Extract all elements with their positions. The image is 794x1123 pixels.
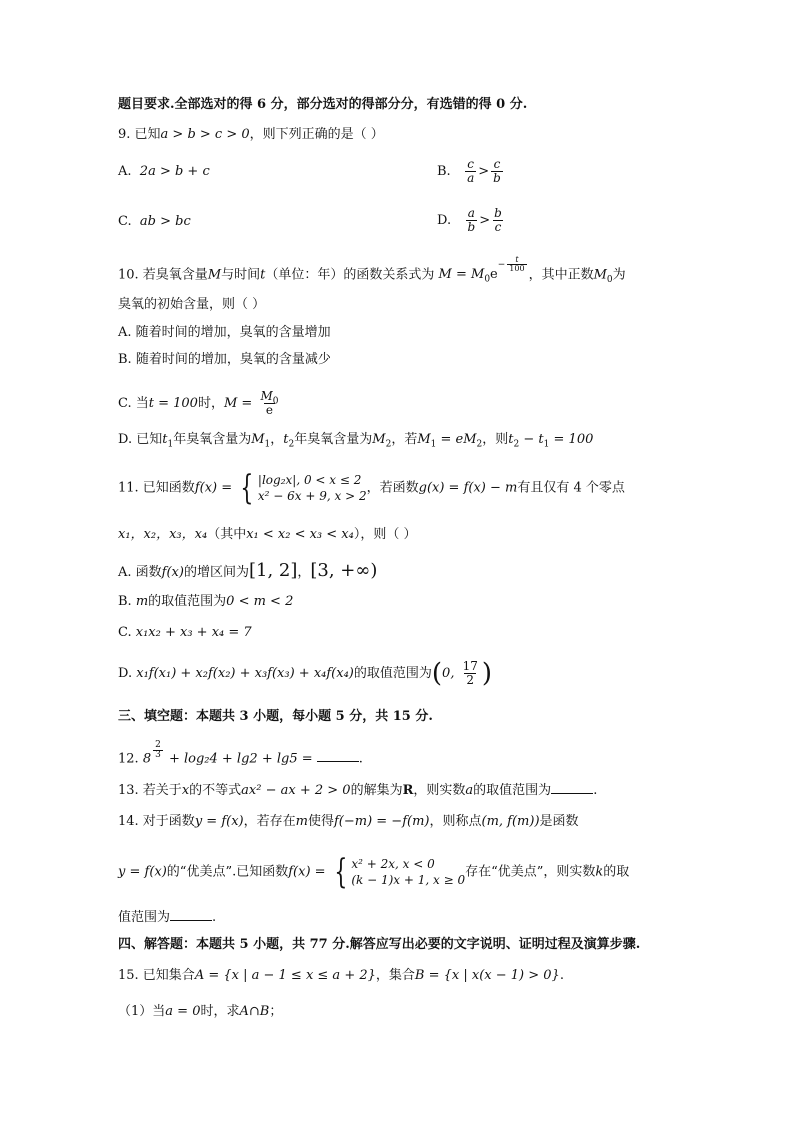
formula-part: M = M	[438, 267, 485, 283]
math: A∩B	[239, 1004, 270, 1019]
math: − t	[519, 432, 544, 447]
numerator: M	[260, 389, 273, 403]
question-12: 12. 8 $^{\frac{2}{3}}$ + log₂4 + lg2 + lg5 = .	[118, 740, 363, 767]
question-15-stem	[118, 968, 564, 984]
text: ，若函数	[366, 480, 419, 496]
text: ，	[270, 432, 284, 447]
text: 的取值范围为	[353, 666, 432, 681]
q11-stem-line2	[118, 527, 417, 543]
text: 为	[612, 267, 626, 283]
subscript: 0	[606, 274, 613, 285]
text: 的取值范围为	[473, 783, 552, 798]
q9-prefix: 9. 已知	[118, 127, 161, 142]
answer-blank[interactable]	[317, 749, 359, 762]
text: ，集合	[375, 968, 415, 983]
text: （1）当	[118, 1004, 166, 1019]
q11-option-a	[118, 560, 378, 581]
math: B = {x | x(x − 1) > 0}	[414, 968, 560, 983]
text: D.	[118, 666, 137, 681]
text: 年臭氧含量为	[173, 432, 252, 447]
math: t = 100	[148, 396, 198, 411]
section-instructions: 题目要求.全部选对的得 6 分，部分选对的得部分分，有选错的得 0 分.	[118, 97, 528, 112]
question-10-stem	[118, 255, 626, 285]
answer-blank[interactable]	[170, 908, 212, 921]
numerator: 2	[155, 740, 161, 750]
math: g(x) = f(x) − m	[418, 480, 518, 496]
text: 有且仅有 4 个零点	[517, 480, 625, 496]
q10-option-c	[118, 390, 282, 417]
text: ，则实数	[413, 783, 466, 798]
text: ，	[297, 565, 311, 580]
question-13: 13. 若关于x的不等式ax² − ax + 2 > 0的解集为R，则实数a的取值范围为 .	[118, 783, 598, 798]
math: + log₂4 + lg2 + lg5 =	[164, 751, 313, 767]
denominator: a	[467, 171, 475, 185]
text: A. 函数	[118, 565, 162, 580]
text: 12.	[118, 751, 143, 767]
denominator: e	[265, 403, 274, 417]
q10-stem-line2: 臭氧的初始含量，则（ ）	[118, 297, 266, 312]
math: 8	[142, 751, 152, 767]
text: 年臭氧含量为	[294, 432, 373, 447]
math: A = {x | a − 1 ≤ x ≤ a + 2}	[194, 968, 376, 983]
text: C.	[118, 625, 136, 640]
q10-option-b: B. 随着时间的增加，臭氧的含量减少	[118, 352, 331, 367]
section-4-title: 四、解答题：本题共 5 小题，共 77 分.解答应写出必要的文字说明、证明过程及演算步骤.	[118, 937, 641, 952]
math: 0,	[442, 666, 459, 681]
denominator: 100	[509, 264, 525, 273]
option-label: D.	[437, 213, 452, 228]
text: D. 已知	[118, 432, 163, 447]
math: f(x)	[161, 565, 184, 580]
denominator: b	[467, 220, 476, 234]
q9-option-c	[118, 214, 191, 230]
text: 与时间	[221, 267, 261, 283]
text: 的“优美点”.已知函数	[166, 864, 289, 880]
fraction	[492, 207, 504, 234]
math: R	[402, 783, 414, 798]
denominator: 3	[155, 750, 161, 760]
math: M =	[223, 396, 253, 411]
piecewise-function: { x² + 2x, x < 0 (k − 1)x + 1, x ≥ 0	[334, 852, 466, 892]
math: ax² − ax + 2 > 0	[241, 783, 351, 798]
section-3-title: 三、填空题：本题共 3 小题，每小题 5 分，共 15 分.	[118, 709, 433, 724]
var: t	[260, 267, 266, 283]
text: 的增区间为	[183, 565, 249, 580]
piecewise-function: { |log₂x|, 0 < x ≤ 2 x² − 6x + 9, x > 2	[240, 468, 367, 508]
question-14-stem	[118, 814, 579, 830]
q9-option-c-expr: ab > bc	[139, 214, 191, 229]
option-label: A.	[118, 164, 132, 179]
var: k	[595, 864, 604, 880]
numerator: a	[467, 206, 475, 220]
text: ；	[269, 1004, 283, 1019]
var: t	[162, 432, 168, 447]
math: a = 0	[165, 1004, 201, 1019]
option-label: C.	[118, 214, 132, 229]
var: x	[181, 783, 190, 798]
denominator: c	[494, 220, 502, 234]
q11-option-b	[118, 594, 293, 610]
question-11-stem	[118, 468, 625, 508]
math: f(−m) = −f(m)	[333, 814, 430, 829]
var: M	[417, 432, 431, 447]
numerator: c	[467, 157, 475, 171]
q10-formula: $M = M_0e^{- \frac{t}{100}}$	[438, 255, 525, 285]
text: ），则（ ）	[353, 527, 417, 542]
var: M	[593, 267, 607, 283]
text: 的取	[603, 864, 630, 880]
math: x₁f(x₁) + x₂f(x₂) + x₃f(x₃) + x₄f(x₄)	[136, 666, 354, 681]
text: 的解集为	[350, 783, 403, 798]
q9-option-a	[118, 164, 210, 180]
text: ，则称点	[429, 814, 482, 829]
text: ，若	[391, 432, 418, 447]
fraction	[491, 158, 503, 185]
denominator: 2	[466, 673, 475, 687]
var: M	[207, 267, 222, 283]
q15-part-1	[118, 1004, 282, 1020]
q9-option-d: D. $\frac{a}{b}$ > $\frac{b}{c}$	[437, 206, 502, 234]
text: 13. 若关于	[118, 783, 182, 798]
denominator: b	[493, 171, 501, 185]
q10-option-d: D. 已知$t_1$年臭氧含量为$M_1$，$t_2$年臭氧含量为$M_2$，若$M_1 = eM_2$，则$t_2 - t_1 = 100$	[118, 432, 594, 450]
case-2: x² − 6x + 9, x > 2	[257, 489, 367, 503]
numerator: c	[493, 157, 501, 171]
numerator: 17	[462, 659, 478, 673]
text: .	[559, 968, 564, 983]
text: （其中	[207, 527, 247, 542]
math: y = f(x)	[194, 814, 244, 829]
var: M	[372, 432, 386, 447]
option-label: B.	[437, 164, 451, 179]
var: a	[465, 783, 474, 798]
formula-part: e	[490, 267, 498, 283]
var: t	[283, 432, 289, 447]
fraction	[461, 660, 480, 687]
q9-option-b: B. $\frac{c}{a}$ > $\frac{c}{b}$	[437, 157, 501, 185]
math: f(x) =	[288, 864, 326, 880]
text: 14. 对于函数	[118, 814, 195, 829]
text: ，若存在	[243, 814, 296, 829]
q11-option-d: D. x₁f(x₁) + x₂f(x₂) + x₃f(x₃) + x₄f(x₄)的取值范围为(0, $\frac{17}{2}$ )	[118, 658, 493, 689]
q9-condition: a > b > c > 0	[160, 127, 250, 142]
numerator: b	[494, 206, 502, 220]
fraction	[258, 390, 280, 417]
case-2: (k − 1)x + 1, x ≥ 0	[351, 873, 466, 887]
text: B.	[118, 594, 136, 609]
subscript: 0	[272, 396, 279, 407]
var: m	[135, 594, 149, 609]
math: x₁ < x₂ < x₃ < x₄	[246, 527, 354, 542]
math: = 100	[549, 432, 594, 447]
math: x₁，x₂，x₃，x₄	[118, 527, 208, 542]
var: t	[508, 432, 514, 447]
text: 15. 已知集合	[118, 968, 195, 983]
q14-stem-line3: 值范围为 .	[118, 910, 217, 925]
var: m	[295, 814, 308, 829]
numerator: t	[515, 255, 519, 264]
q10-option-a: A. 随着时间的增加，臭氧的含量增加	[118, 325, 331, 340]
question-9-stem	[118, 127, 384, 143]
interval: [1, 2]	[248, 560, 298, 581]
answer-blank[interactable]	[551, 781, 593, 794]
case-1: x² + 2x, x < 0	[351, 857, 435, 871]
q14-stem-line2	[118, 852, 630, 892]
fraction	[466, 207, 478, 234]
text: ，其中正数	[528, 267, 594, 283]
math: y = f(x)	[118, 864, 167, 880]
var: M	[251, 432, 265, 447]
fraction	[465, 158, 476, 185]
text: 是函数	[539, 814, 579, 829]
math: = eM	[436, 432, 477, 447]
text: 值范围为	[118, 910, 171, 925]
text: 11. 已知函数	[118, 480, 195, 496]
text: ，则	[482, 432, 509, 447]
math: 0 < m < 2	[226, 594, 294, 609]
text: 存在“优美点”，则实数	[465, 864, 596, 880]
q9-suffix: ，则下列正确的是（ ）	[249, 127, 384, 142]
math: x₁x₂ + x₃ + x₄ = 7	[135, 625, 252, 640]
math: f(x) =	[194, 480, 233, 496]
text: 的不等式	[189, 783, 242, 798]
text: 时，求	[200, 1004, 240, 1019]
q11-option-c	[118, 625, 252, 641]
math: (m, f(m))	[481, 814, 540, 829]
subscript: 0	[484, 274, 491, 285]
exponent-fraction	[507, 256, 526, 273]
text: 10. 若臭氧含量	[118, 267, 208, 283]
exponent-fraction	[153, 741, 163, 760]
text: （单位：年）的函数关系式为	[265, 267, 435, 283]
q9-option-a-expr: 2a > b + c	[139, 164, 210, 179]
text: C. 当	[118, 396, 149, 411]
text: 的取值范围为	[148, 594, 227, 609]
text: 时，	[197, 396, 224, 411]
interval: [3, +∞)	[310, 560, 378, 581]
text: 使得	[307, 814, 334, 829]
case-1: |log₂x|, 0 < x ≤ 2	[257, 473, 362, 487]
